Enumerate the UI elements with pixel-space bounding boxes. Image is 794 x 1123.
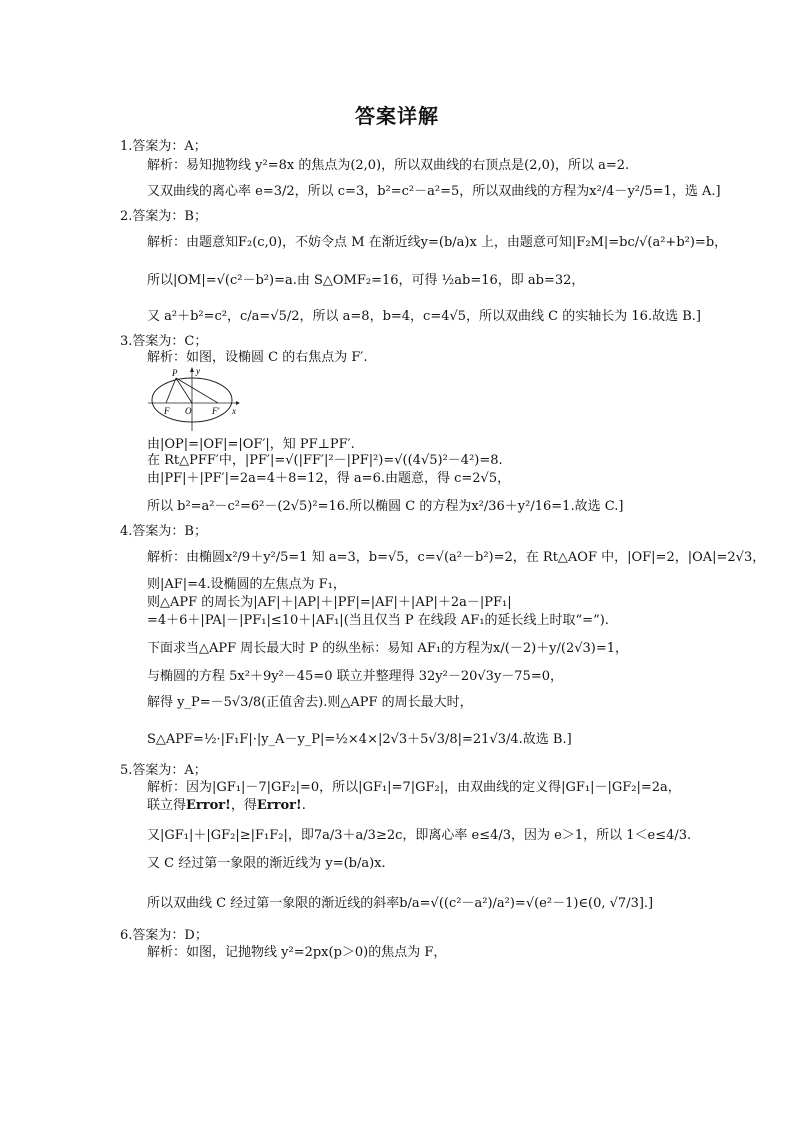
- label-y: y: [196, 366, 200, 376]
- q3-solution-line-3: 在 Rt△PFF′中，|PF′|=√(|FF′|²－|PF|²)=√((4√5)²－4²)=8.: [147, 453, 503, 468]
- q5-joint-text: 联立得: [147, 798, 187, 813]
- q4-solution-line-8: S△APF=½·|F₁F|·|y_A－y_P|=½×4×|2√3＋5√3/8|=21√3/4.故选 B.]: [147, 732, 572, 747]
- q1-answer: 1.答案为：A；: [120, 139, 207, 154]
- q5-answer: 5.答案为：A；: [120, 763, 207, 778]
- segment-PF: [166, 378, 176, 403]
- q5-solution-line-1: 解析：因为|GF₁|－7|GF₂|=0，所以|GF₁|=7|GF₂|，由双曲线的定义得|GF₁|－|GF₂|=2a，: [147, 780, 681, 795]
- q4-answer: 4.答案为：B；: [120, 524, 207, 539]
- q1-solution-line-2: 又双曲线的离心率 e=3/2，所以 c=3，b²=c²－a²=5，所以双曲线的方程为x²/4－y²/5=1，选 A.]: [147, 184, 721, 199]
- error-placeholder-2: Error!: [256, 798, 302, 813]
- q6-answer: 6.答案为：D；: [120, 928, 208, 943]
- q3-solution-line-4: 由|PF|＋|PF′|=2a=4＋8=12，得 a=6.由题意，得 c=2√5，: [147, 471, 511, 486]
- q2-answer: 2.答案为：B；: [120, 209, 207, 224]
- q5-result-text: ，得: [230, 798, 257, 813]
- segment-PF-prime: [176, 378, 218, 403]
- label-P: P: [172, 368, 178, 378]
- q4-solution-line-5: 下面求当△APF 周长最大时 P 的纵坐标：易知 AF₁的方程为x/(－2)＋y/(2√3)=1，: [147, 641, 629, 656]
- q5-solution-line-5: 所以双曲线 C 经过第一象限的渐近线的斜率b/a=√((c²－a²)/a²)=√(e²－1)∈(0, √7/3].]: [147, 896, 654, 911]
- q3-solution-line-5: 所以 b²=a²－c²=6²－(2√5)²=16.所以椭圆 C 的方程为x²/36＋y²/16=1.故选 C.]: [147, 499, 624, 514]
- q4-solution-line-3: 则△APF 的周长为|AF|＋|AP|＋|PF|=|AF|＋|AP|＋2a－|PF₁|: [147, 595, 512, 610]
- error-placeholder-1: Error!: [186, 798, 231, 813]
- label-F: F: [164, 406, 170, 416]
- q3-solution-line-1: 解析：如图，设椭圆 C 的右焦点为 F′.: [147, 350, 368, 365]
- q2-solution-line-3: 又 a²＋b²=c²，c/a=√5/2，所以 a=8，b=4，c=4√5，所以双曲线 C 的实轴长为 16.故选 B.]: [147, 309, 701, 324]
- label-x: x: [232, 406, 236, 416]
- q4-solution-line-2: 则|AF|=4.设椭圆的左焦点为 F₁，: [147, 577, 346, 592]
- q5-period: .: [301, 798, 306, 813]
- q4-solution-line-4: =4＋6＋|PA|－|PF₁|≤10＋|AF₁|(当且仅当 P 在线段 AF₁的延长线上时取“=”).: [147, 613, 609, 628]
- q4-solution-line-6: 与椭圆的方程 5x²＋9y²－45=0 联立并整理得 32y²－20√3y－75=0，: [147, 669, 563, 684]
- y-axis-arrow: [190, 367, 194, 372]
- q1-solution-line-1: 解析：易知抛物线 y²=8x 的焦点为(2,0)，所以双曲线的右顶点是(2,0)，所以 a=2.: [147, 158, 630, 173]
- q2-solution-line-2: 所以|OM|=√(c²－b²)=a.由 S△OMF₂=16，可得 ½ab=16，即 ab=32，: [147, 273, 585, 288]
- q4-solution-line-7: 解得 y_P=－5√3/8(正值舍去).则△APF 的周长最大时，: [147, 695, 473, 710]
- q5-solution-line-4: 又 C 经过第一象限的渐近线为 y=(b/a)x.: [147, 856, 386, 871]
- q6-solution-line-1: 解析：如图，记抛物线 y²=2px(p＞0)的焦点为 F，: [147, 945, 447, 960]
- q3-solution-line-2: 由|OP|=|OF|=|OF′|，知 PF⊥PF′.: [147, 437, 355, 452]
- q3-answer: 3.答案为：C；: [120, 334, 208, 349]
- segment-PO: [176, 378, 192, 403]
- q2-solution-line-1: 解析：由题意知F₂(c,0)，不妨令点 M 在渐近线y=(b/a)x 上，由题意可知|F₂M|=bc/√(a²+b²)=b，: [147, 235, 728, 250]
- label-F-prime: F′: [212, 406, 220, 416]
- x-axis-arrow: [236, 401, 240, 405]
- q5-solution-line-3: 又|GF₁|＋|GF₂|≥|F₁F₂|，即7a/3＋a/3≥2c，即离心率 e≤4/3，因为 e＞1，所以 1＜e≤4/3.: [147, 828, 692, 843]
- q4-solution-line-1: 解析：由椭圆x²/9＋y²/5=1 知 a=3，b=√5，c=√(a²－b²)=2，在 Rt△AOF 中，|OF|=2，|OA|=2√3，: [147, 550, 766, 565]
- ellipse-figure: [148, 365, 240, 431]
- q5-solution-line-2: [147, 798, 306, 814]
- page-title: 答案详解: [355, 104, 439, 128]
- label-O: O: [185, 406, 192, 416]
